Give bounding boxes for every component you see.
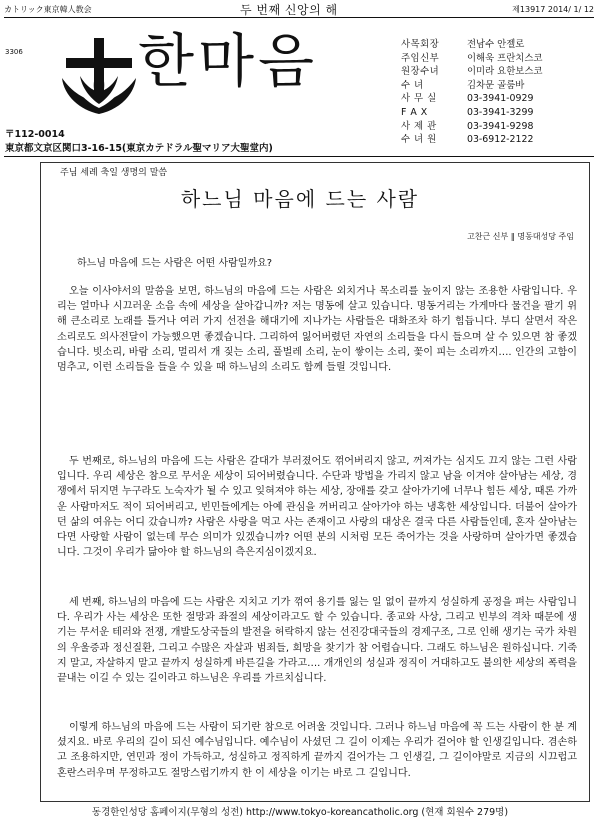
- masthead-title: 한마음: [138, 27, 319, 95]
- paragraph-3: 세 번째, 하느님의 마음에 드는 사람은 지치고 기가 꺾여 용기를 잃는 일 없이 끝까지 성실하게 공정을 펴는 사람입니다. 우리가 사는 세상은 또한 절망과 좌절의 세상이라고도 할 수 있습니다. 종교와 사상, 그리고 빈부의 격차 때문에 생기는 무서운 테러와 전쟁, 개발도상국들의 발전을 허락하지 않는 선진강대국들의 경제구조, 그로 인해 생기는 국가 차원의 우울증과 정신질환, 그리고 수많은 자살과 범죄들, 희망을 찾기가 참 어렵습니다. 그래도 하느님은 원하십니다. 기죽지 말고, 자살하지 말고 끝까지 성실하게 바른길을 가라고…. 개개인의 성실과 정직이 거대하고도 불의한 세상의 폭력을 끝내는 이길 수 있는 길이라고 하느님은 우리를 가르치십니다.: [57, 597, 577, 685]
- paragraph-1: 오늘 이사야서의 말씀을 보면, 하느님의 마음에 드는 사람은 외치거나 목소리를 높이지 않는 조용한 사람입니다. 우리는 얼마나 시끄러운 소음 속에 세상을 살아갑니까? 저는 명동에 살고 있습니다. 명동거리는 가게마다 물건을 팔기 위해 큰소리로 노래를 틀거나 여러 가지 선전을 해대기에 지나가는 사람들은 대화조차 하기 힘듭니다. 부디 살면서 작은 소리로도 의사전달이 가능했으면 좋겠습니다. 그리하여 잃어버렸던 자연의 소리들을 다시 들으며 살 수 있으면 참 좋겠습니다. 빗소리, 바람 소리, 멀리서 개 짖는 소리, 풀벌레 소리, 눈이 쌓이는 소리, 꽃이 피는 소리까지…. 인간의 고함이 멈추고, 이런 소리들을 들을 수 있을 때 하느님의 소리도 함께 들릴 것입니다.: [57, 286, 577, 374]
- staff-row: 사목회장 전남수 안젤로: [401, 39, 525, 50]
- cross-lotus-logo-icon: [58, 36, 140, 120]
- staff-row: F A X 03-3941-3299: [401, 106, 534, 118]
- paragraph-2: 두 번째로, 하느님의 마음에 드는 사람은 갈대가 부러졌어도 꺾어버리지 않고, 꺼져가는 심지도 끄지 않는 그런 사람입니다. 우리 세상은 참으로 무서운 세상이 되어버렸습니다. 수단과 방법을 가리지 않고 남을 이겨야 살아남는 세상, 경쟁에서 뒤지면 누구라도 노숙자가 될 수 있고 잊혀져야 하는 세상, 장애를 갖고 살아가기에 너무나 힘든 세상, 때론 가까운 사람마저도 적이 되어버리고, 빈민들에게는 아예 관심을 꺼버리고 살아가야 하는 냉혹한 세상입니다. 더불어 살아가던 삶의 여유는 어디 갔습니까? 사람은 사랑을 먹고 사는 존재이고 사랑의 대상은 결국 다른 사람들인데, 혼자 살아남는다면 사랑할 사람이 없는데 무슨 의미가 있겠습니까? 어떤 분의 시처럼 모든 죽어가는 것을 사랑하며 살아가면 좋겠습니다. 그것이 우리가 닮아야 할 하느님의 측은지심이겠지요.: [57, 456, 577, 559]
- staff-row: 사 무 실 03-3941-0929: [401, 93, 534, 105]
- address-line: 東京都文京区関口3-16-15(東京カテドラル聖マリア大聖堂内): [5, 143, 273, 154]
- byline: 고찬근 신부 ‖ 명동대성당 주임: [467, 232, 574, 241]
- staff-row: 주임신부 이해욱 프란치스코: [401, 52, 543, 64]
- paragraph-4: 이렇게 하느님의 마음에 드는 사람이 되기란 참으로 어려울 것입니다. 그러나 하느님 마음에 꼭 드는 사람이 한 분 계셨지요. 바로 우리의 길이 되신 예수님입니다. 예수님이 사셨던 그 길이 이제는 우리가 걸어야 할 인생길입니다. 겸손하고 조용하지만, 연민과 정이 가득하고, 성실하고 정직하게 끝까지 걸어가는 그 인생길, 그 길이야말로 지금의 시끄럽고 혼란스러우며 무정하고도 절망스럽기까지 한 이 세상을 이기는 바로 그 길입니다.: [57, 722, 577, 779]
- postal-code: 〒112-0014: [5, 129, 65, 140]
- header-divider: [4, 17, 594, 18]
- staff-directory: [401, 38, 596, 147]
- staff-row: 수 녀 원 03-6912-2122: [401, 134, 534, 146]
- year-title: 두 번째 신앙의 해: [240, 3, 338, 17]
- lead-question: 하느님 마음에 드는 사람은 어떤 사람일까요?: [77, 258, 273, 269]
- article-title: 하느님 마음에 드는 사람: [180, 187, 420, 211]
- masthead-number: 3306: [5, 48, 23, 56]
- staff-row: 사 제 관 03-3941-9298: [401, 120, 534, 132]
- masthead-divider: [4, 156, 594, 157]
- staff-row: 원장수녀 이미라 요한보스코: [401, 66, 543, 78]
- issue-info: 제13917 2014/ 1/ 12: [512, 5, 594, 14]
- top-bar: [4, 2, 594, 16]
- footer-homepage: 동경한인성당 홈페이지(무형의 성전) http://www.tokyo-koreancatholic.org (현재 회원수 279명): [91, 807, 509, 818]
- staff-row: 수 녀 김차문 골룸바: [401, 79, 525, 91]
- section-label: 주님 세례 축일 생명의 말씀: [60, 168, 168, 178]
- church-name: カトリック東京韓人教会: [4, 5, 92, 14]
